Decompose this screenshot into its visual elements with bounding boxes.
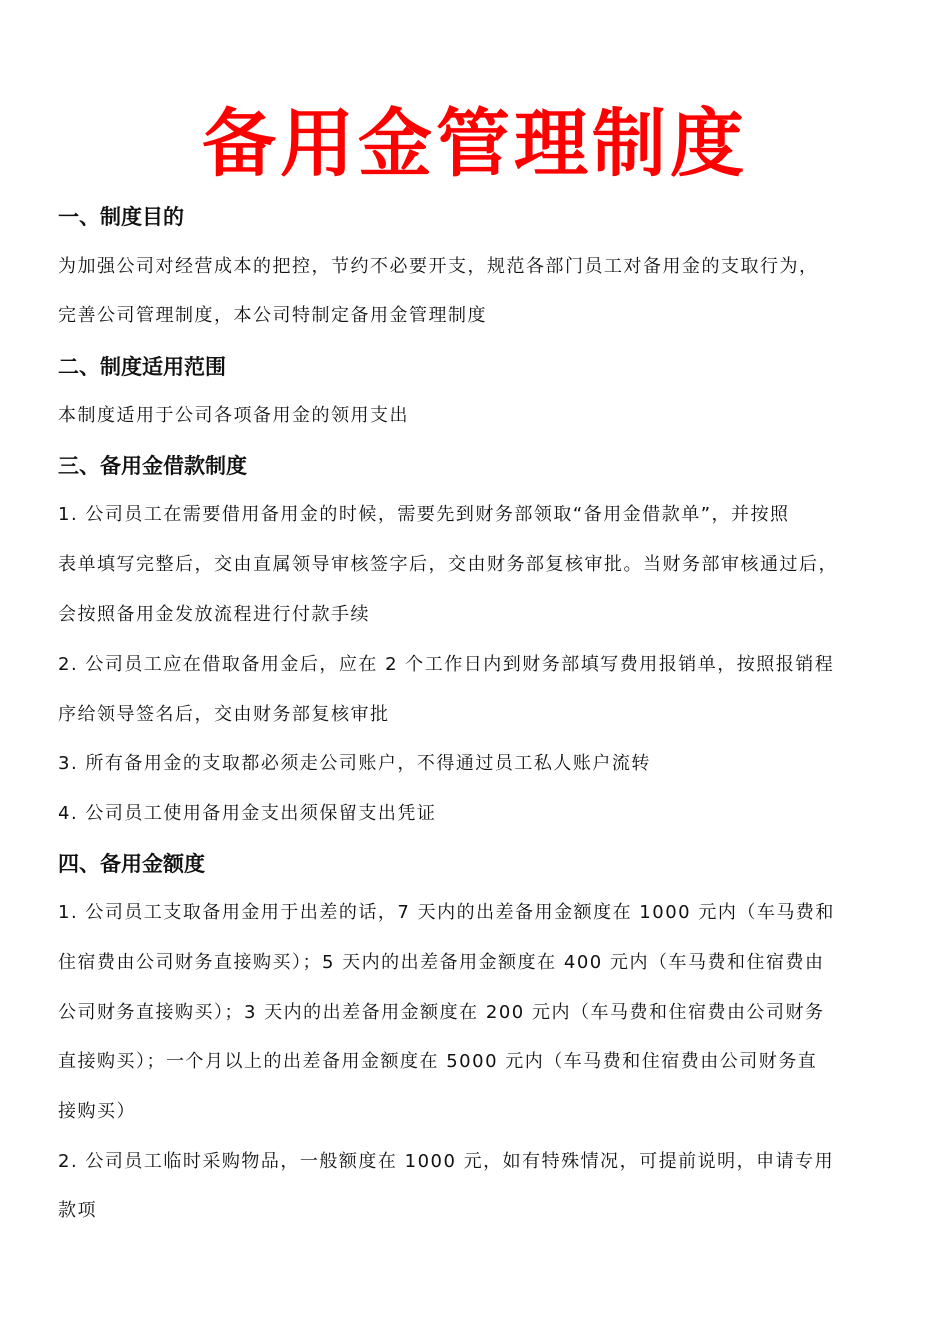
paragraph-line: 1. 公司员工支取备用金用于出差的话，7 天内的出差备用金额度在 1000 元内（车马费和 xyxy=(58,902,835,923)
paragraph-line: 序给领导签名后，交由财务部复核审批 xyxy=(58,704,390,725)
section-heading-amount-limits: 四、备用金额度 xyxy=(58,852,205,876)
paragraph-line: 款项 xyxy=(58,1200,97,1221)
paragraph-line: 4. 公司员工使用备用金支出须保留支出凭证 xyxy=(58,803,437,824)
section-heading-purpose: 一、制度目的 xyxy=(58,205,184,229)
paragraph-line: 直接购买）；一个月以上的出差备用金额度在 5000 元内（车马费和住宿费由公司财务直 xyxy=(58,1051,818,1072)
section-heading-scope: 二、制度适用范围 xyxy=(58,355,226,379)
paragraph-line: 完善公司管理制度，本公司特制定备用金管理制度 xyxy=(58,305,487,326)
paragraph-line: 住宿费由公司财务直接购买）；5 天内的出差备用金额度在 400 元内（车马费和住宿费由 xyxy=(58,952,825,973)
paragraph-line: 1. 公司员工在需要借用备用金的时候，需要先到财务部领取“备用金借款单”，并按照 xyxy=(58,504,790,525)
paragraph-line: 本制度适用于公司各项备用金的领用支出 xyxy=(58,405,409,426)
paragraph-line: 接购买） xyxy=(58,1101,136,1122)
paragraph-line: 3. 所有备用金的支取都必须走公司账户，不得通过员工私人账户流转 xyxy=(58,753,651,774)
paragraph-line: 2. 公司员工临时采购物品，一般额度在 1000 元，如有特殊情况，可提前说明，申请专用 xyxy=(58,1151,835,1172)
paragraph-line: 公司财务直接购买）；3 天内的出差备用金额度在 200 元内（车马费和住宿费由公司财务 xyxy=(58,1002,825,1023)
paragraph-line: 会按照备用金发放流程进行付款手续 xyxy=(58,604,370,625)
document-title: 备用金管理制度 xyxy=(202,101,748,187)
paragraph-line: 2. 公司员工应在借取备用金后，应在 2 个工作日内到财务部填写费用报销单，按照报销程 xyxy=(58,654,835,675)
paragraph-line: 表单填写完整后，交由直属领导审核签字后，交由财务部复核审批。当财务部审核通过后， xyxy=(58,554,838,575)
section-heading-loan-policy: 三、备用金借款制度 xyxy=(58,454,247,478)
paragraph-line: 为加强公司对经营成本的把控，节约不必要开支，规范各部门员工对备用金的支取行为， xyxy=(58,256,819,277)
